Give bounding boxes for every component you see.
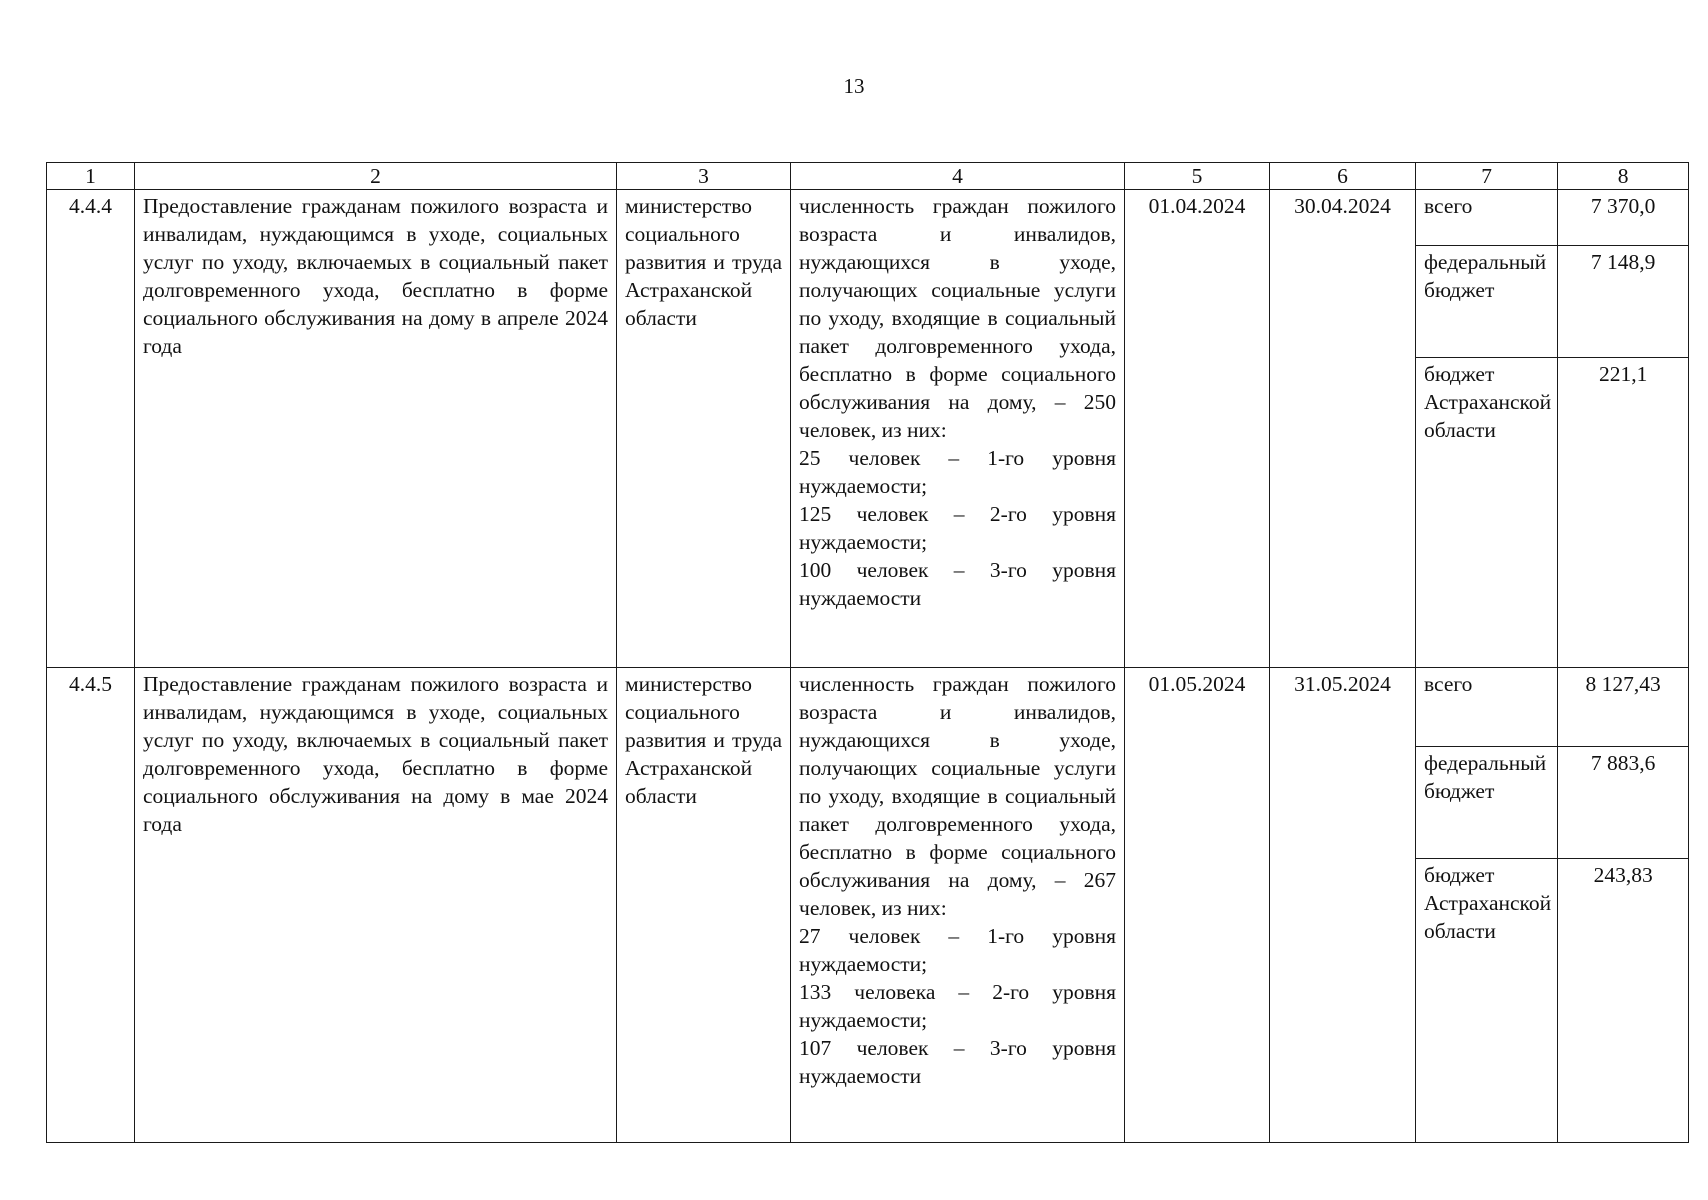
start-date: 01.05.2024 [1125,668,1270,1143]
funding-amount: 7 370,0 [1558,190,1689,246]
indicator-main-text: численность граждан пожилого возраста и инвалидов, нуждающихся в уходе, получающих социальные услуги по уходу, входящие в социальный пакет долговременного ухода, бесплатно в форме социального обслуживания на дому, – 250 человек, из них: [799,194,1116,442]
funding-source: федеральный бюджет [1416,747,1558,859]
column-header-4: 4 [791,163,1125,190]
column-number-row [47,163,1689,190]
funding-amount: 8 127,43 [1558,668,1689,747]
measures-table [46,162,1689,1143]
measure-indicator [791,668,1125,1143]
indicator-main-text: численность граждан пожилого возраста и инвалидов, нуждающихся в уходе, получающих социальные услуги по уходу, входящие в социальный пакет долговременного ухода, бесплатно в форме социального обслуживания на дому, – 267 человек, из них: [799,672,1116,920]
funding-source: бюджет Астраханской области [1416,358,1558,668]
end-date: 30.04.2024 [1270,190,1416,668]
funding-source: всего [1416,190,1558,246]
indicator-level-2: 125 человек – 2-го уровня нуждаемости; [799,502,1116,554]
indicator-level-1: 27 человек – 1-го уровня нуждаемости; [799,924,1116,976]
funding-source: всего [1416,668,1558,747]
funding-amount: 221,1 [1558,358,1689,668]
funding-amount: 7 883,6 [1558,747,1689,859]
funding-source: федеральный бюджет [1416,246,1558,358]
measure-executor: министерство социального развития и труда Астраханской области [617,190,791,668]
measure-description: Предоставление гражданам пожилого возраста и инвалидам, нуждающимся в уходе, социальных услуг по уходу, включаемых в социальный пакет долговременного ухода, бесплатно в форме социального обслуживания на дому в мае 2024 года [135,668,617,1143]
start-date: 01.04.2024 [1125,190,1270,668]
measure-executor: министерство социального развития и труда Астраханской области [617,668,791,1143]
indicator-level-1: 25 человек – 1-го уровня нуждаемости; [799,446,1116,498]
indicator-level-3: 107 человек – 3-го уровня нуждаемости [799,1036,1116,1088]
measure-indicator [791,190,1125,668]
column-header-2: 2 [135,163,617,190]
indicator-level-3: 100 человек – 3-го уровня нуждаемости [799,558,1116,610]
column-header-5: 5 [1125,163,1270,190]
measure-description: Предоставление гражданам пожилого возраста и инвалидам, нуждающимся в уходе, социальных услуг по уходу, включаемых в социальный пакет долговременного ухода, бесплатно в форме социального обслуживания на дому в апреле 2024 года [135,190,617,668]
funding-amount: 7 148,9 [1558,246,1689,358]
column-header-1: 1 [47,163,135,190]
funding-amount: 243,83 [1558,859,1689,1143]
column-header-8: 8 [1558,163,1689,190]
column-header-7: 7 [1416,163,1558,190]
indicator-level-2: 133 человека – 2-го уровня нуждаемости; [799,980,1116,1032]
end-date: 31.05.2024 [1270,668,1416,1143]
column-header-3: 3 [617,163,791,190]
column-header-6: 6 [1270,163,1416,190]
funding-source: бюджет Астраханской области [1416,859,1558,1143]
measure-number: 4.4.4 [47,190,135,668]
table-row [47,190,1689,246]
table-row [47,668,1689,747]
page-number: 13 [843,74,865,98]
measure-number: 4.4.5 [47,668,135,1143]
